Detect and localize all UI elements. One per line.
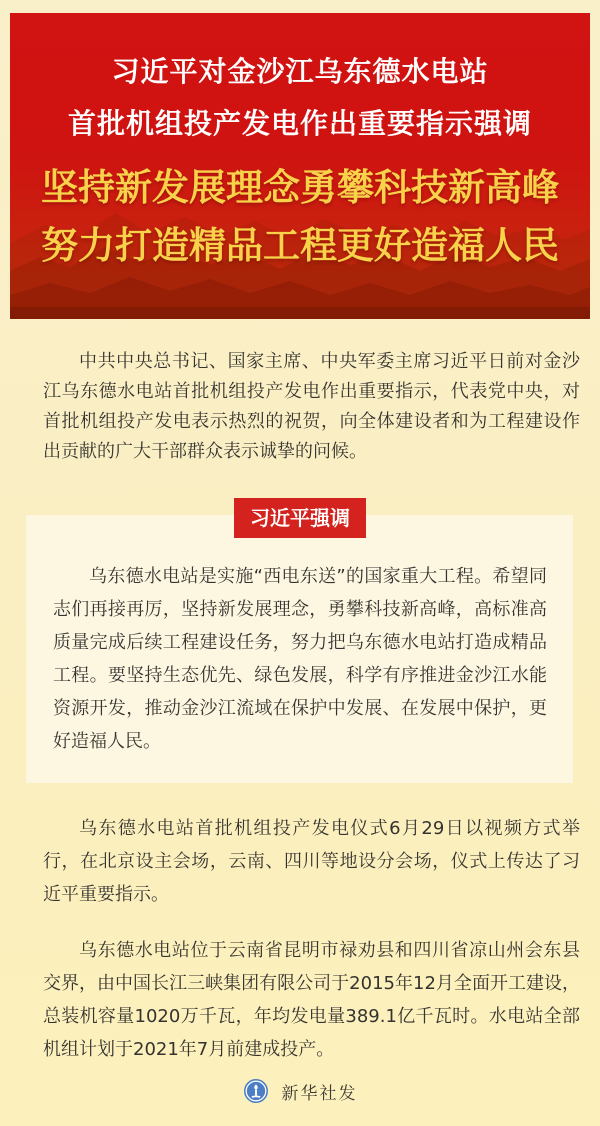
banner-title-line1: 习近平对金沙江乌东德水电站 [111,55,489,88]
header-banner [10,13,590,319]
xinhua-emblem-icon [243,1078,269,1104]
banner-headline-line2: 努力打造精品工程更好造福人民 [41,224,559,267]
credit-footer [0,1078,600,1104]
ceremony-paragraph: 乌东德水电站首批机组投产发电仪式6月29日以视频方式举行，在北京设主会场，云南、四川等地设分会场，仪式上传达了习近平重要指示。 [43,818,580,905]
project-paragraph: 乌东德水电站位于云南省昆明市禄劝县和四川省凉山州会东县交界，由中国长江三峡集团有限公司于2015年12月全面开工建设，总装机容量1020万千瓦，年均发电量389.1亿千瓦时。水电站全部机组计划于2021年7月前建成投产。 [43,940,580,1060]
credit-text: 新华社发 [281,1083,358,1104]
banner-headline-line1: 坚持新发展理念勇攀科技新高峰 [41,166,559,209]
lead-paragraph: 中共中央总书记、国家主席、中央军委主席习近平日前对金沙江乌东德水电站首批机组投产发电作出重要指示，代表党中央，对首批机组投产发电表示热烈的祝贺，向全体建设者和为工程建设作出贡献的广大干部群众表示诚挚的问候。 [43,351,580,462]
quote-paragraph: 乌东德水电站是实施“西电东送”的国家重大工程。希望同志们再接再厉，坚持新发展理念，勇攀科技新高峰，高标准高质量完成后续工程建设任务，努力把乌东德水电站打造成精品工程。要坚持生态优先、绿色发展，科学有序推进金沙江水能资源开发，推动金沙江流域在保护中发展、在发展中保护，更好造福人民。 [53,566,547,752]
emphasis-badge [234,498,366,538]
banner-title-line2: 首批机组投产发电作出重要指示强调 [67,107,532,140]
emphasis-badge-label: 习近平强调 [250,506,350,530]
